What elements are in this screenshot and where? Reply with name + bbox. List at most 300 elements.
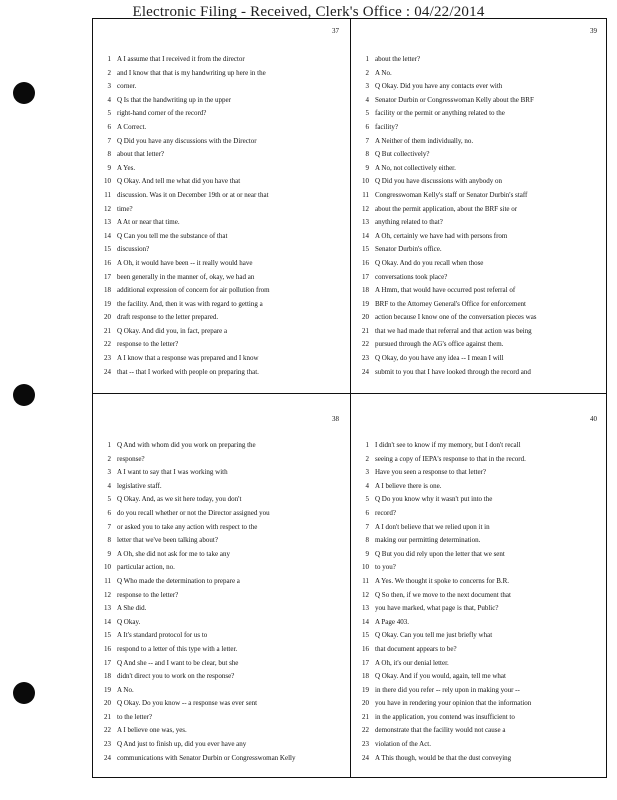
line-text: A At or near that time. [117, 218, 180, 227]
transcript-line [359, 752, 599, 766]
line-number: 10 [362, 563, 369, 572]
page-number: 38 [332, 415, 339, 423]
line-text: or asked you to take any action with respect to the [117, 522, 258, 531]
page-lines [359, 439, 599, 765]
line-text: A I know that a response was prepared and I know [117, 354, 259, 363]
line-number: 13 [362, 604, 369, 613]
transcript-line [101, 284, 341, 298]
line-text: Senator Durbin's office. [375, 245, 442, 254]
line-text: pursued through the AG's office against them. [375, 340, 504, 349]
page-number: 40 [590, 415, 597, 423]
transcript-line [359, 561, 599, 575]
line-text: corner. [117, 82, 137, 91]
transcript-line [101, 643, 341, 657]
transcript-line [359, 325, 599, 339]
transcript-line [101, 243, 341, 257]
line-number: 19 [362, 685, 369, 694]
transcript-line [101, 271, 341, 285]
transcript-line [101, 325, 341, 339]
line-text: Congresswoman Kelly's staff or Senator Durbin's staff [375, 190, 528, 199]
line-text: Have you seen a response to that letter? [375, 468, 486, 477]
line-text: A Yes. [117, 163, 136, 172]
punch-hole [13, 682, 35, 704]
line-number: 2 [107, 454, 111, 463]
line-number: 11 [362, 576, 369, 585]
line-text: Q Okay. And if you would, again, tell me what [375, 672, 506, 681]
line-text: Q Can you tell me the substance of that [117, 231, 228, 240]
transcript-line [101, 670, 341, 684]
line-number: 7 [107, 136, 111, 145]
line-number: 1 [107, 441, 111, 449]
line-number: 11 [362, 190, 369, 199]
line-text: A She did. [117, 604, 147, 613]
transcript-line [101, 216, 341, 230]
line-number: 9 [365, 549, 369, 558]
transcript-line [359, 338, 599, 352]
line-number: 4 [365, 481, 369, 490]
transcript-line [359, 684, 599, 698]
line-number: 8 [365, 536, 369, 545]
line-number: 18 [104, 672, 111, 681]
line-number: 6 [365, 508, 369, 517]
line-text: respond to a letter of this type with a letter. [117, 644, 238, 653]
line-number: 12 [362, 590, 369, 599]
line-number: 9 [107, 549, 111, 558]
transcript-sheet [92, 18, 607, 778]
horizontal-divider [93, 393, 606, 394]
line-number: 20 [362, 699, 369, 708]
line-text: A Page 403. [375, 617, 410, 626]
transcript-line [101, 257, 341, 271]
line-number: 13 [104, 604, 111, 613]
line-number: 17 [104, 272, 111, 281]
line-number: 10 [104, 177, 111, 186]
transcript-line [101, 121, 341, 135]
line-text: A Oh, she did not ask for me to take any [117, 549, 230, 558]
line-text: A Oh, certainly we have had with persons from [375, 231, 508, 240]
line-number: 17 [104, 658, 111, 667]
transcript-line [359, 216, 599, 230]
line-text: I didn't see to know if my memory, but I don't recall [375, 441, 521, 449]
page-lines [101, 439, 341, 765]
line-number: 8 [365, 150, 369, 159]
line-number: 20 [104, 313, 111, 322]
line-number: 23 [104, 354, 111, 363]
line-number: 24 [104, 753, 111, 762]
line-text: Q Okay. [117, 617, 141, 626]
line-number: 14 [104, 231, 111, 240]
line-text: A This though, would be that the dust conveying [375, 753, 512, 762]
line-text: in there did you refer -- rely upon in making your -- [375, 685, 520, 694]
line-number: 14 [362, 231, 369, 240]
line-text: about the letter? [375, 55, 421, 63]
transcript-line [359, 80, 599, 94]
line-text: right-hand corner of the record? [117, 109, 207, 118]
transcript-line [359, 175, 599, 189]
transcript-line [359, 189, 599, 203]
line-text: A I assume that I received it from the director [117, 55, 245, 63]
line-text: Q Okay. And did you, in fact, prepare a [117, 326, 228, 335]
punch-hole [13, 384, 35, 406]
line-text: to the letter? [117, 712, 152, 721]
line-text: discussion? [117, 245, 150, 254]
transcript-line [101, 480, 341, 494]
page-lines [101, 53, 341, 379]
transcript-line [101, 724, 341, 738]
transcript-line [101, 589, 341, 603]
line-number: 21 [362, 326, 369, 335]
line-text: about that letter? [117, 150, 165, 159]
line-number: 16 [362, 644, 369, 653]
line-number: 7 [107, 522, 111, 531]
transcript-line [359, 257, 599, 271]
line-number: 14 [362, 617, 369, 626]
line-number: 16 [362, 258, 369, 267]
line-number: 18 [362, 286, 369, 295]
transcript-line [101, 338, 341, 352]
line-number: 1 [365, 441, 369, 449]
line-text: Q Okay. And do you recall when those [375, 258, 484, 267]
transcript-line [359, 148, 599, 162]
line-number: 6 [365, 122, 369, 131]
transcript-line [359, 67, 599, 81]
line-number: 15 [104, 631, 111, 640]
line-text: been generally in the manner of, okay, we had an [117, 272, 255, 281]
line-text: BRF to the Attorney General's Office for enforcement [375, 299, 527, 308]
transcript-line [359, 162, 599, 176]
line-number: 18 [362, 672, 369, 681]
line-text: the facility. And, then it was with regard to getting a [117, 299, 263, 308]
line-text: draft response to the letter prepared. [117, 313, 219, 322]
line-number: 22 [362, 726, 369, 735]
transcript-line [101, 162, 341, 176]
line-number: 5 [107, 495, 111, 504]
line-text: additional expression of concern for air pollution from [117, 286, 270, 295]
transcript-line [101, 94, 341, 108]
line-text: A It's standard protocol for us to [117, 631, 208, 640]
line-number: 12 [362, 204, 369, 213]
line-number: 6 [107, 122, 111, 131]
filing-stamp-header: Electronic Filing - Received, Clerk's Office : 04/22/2014 [132, 4, 485, 20]
line-number: 17 [362, 272, 369, 281]
line-number: 5 [365, 495, 369, 504]
transcript-line [359, 53, 599, 67]
transcript-line [101, 366, 341, 380]
line-number: 15 [104, 245, 111, 254]
line-number: 2 [365, 68, 369, 77]
line-number: 18 [104, 286, 111, 295]
line-text: Q But collectively? [375, 150, 430, 159]
line-number: 10 [362, 177, 369, 186]
transcript-line [359, 366, 599, 380]
transcript-line [359, 643, 599, 657]
line-text: Q Do you know why it wasn't put into the [375, 495, 493, 504]
line-text: Senator Durbin or Congresswoman Kelly about the BRF [375, 95, 534, 104]
transcript-line [101, 107, 341, 121]
line-text: A I believe there is one. [375, 481, 442, 490]
transcript-line [101, 697, 341, 711]
line-text: about the permit application, about the BRF site or [375, 204, 518, 213]
line-text: Q Did you have discussions with anybody on [375, 177, 502, 186]
line-text: conversations took place? [375, 272, 448, 281]
line-text: time? [117, 204, 133, 213]
line-number: 4 [365, 95, 369, 104]
transcript-line [359, 670, 599, 684]
transcript-line [101, 67, 341, 81]
line-text: A No. [117, 685, 134, 694]
line-number: 23 [362, 740, 369, 749]
transcript-line [101, 453, 341, 467]
page-lines [359, 53, 599, 379]
line-number: 22 [104, 340, 111, 349]
line-number: 21 [362, 712, 369, 721]
line-number: 12 [104, 590, 111, 599]
line-text: response to the letter? [117, 590, 179, 599]
line-text: Q Okay. Do you know -- a response was ever sent [117, 699, 258, 708]
line-text: you have marked, what page is that, Public? [375, 604, 499, 613]
line-text: you have in rendering your opinion that the information [375, 699, 532, 708]
line-text: Q Okay. Can you tell me just briefly what [375, 631, 493, 640]
transcript-line [359, 453, 599, 467]
transcript-line [359, 575, 599, 589]
line-text: that -- that I worked with people on preparing that. [117, 367, 259, 376]
line-number: 4 [107, 481, 111, 490]
transcript-line [101, 575, 341, 589]
line-number: 8 [107, 150, 111, 159]
line-number: 3 [107, 468, 111, 477]
line-number: 5 [365, 109, 369, 118]
transcript-line [359, 548, 599, 562]
transcript-line [101, 203, 341, 217]
line-number: 19 [362, 299, 369, 308]
line-text: record? [375, 508, 396, 517]
line-text: facility? [375, 122, 398, 131]
line-text: A Neither of them individually, no. [375, 136, 474, 145]
line-text: didn't direct you to work on the response? [117, 672, 235, 681]
transcript-line [359, 135, 599, 149]
line-text: to you? [375, 563, 396, 572]
line-text: Q But you did rely upon the letter that we sent [375, 549, 505, 558]
line-text: Q Okay. And, as we sit here today, you don't [117, 495, 242, 504]
transcript-line [101, 711, 341, 725]
line-number: 21 [104, 712, 111, 721]
line-number: 2 [107, 68, 111, 77]
line-number: 24 [362, 367, 369, 376]
line-text: in the application, you contend was insufficient to [375, 712, 515, 721]
line-text: A Yes. We thought it spoke to concerns for B.R. [375, 576, 510, 585]
transcript-line [359, 439, 599, 453]
transcript-line [359, 724, 599, 738]
line-text: response? [117, 454, 145, 463]
line-text: submit to you that I have looked through the record and [375, 367, 531, 376]
line-text: A I want to say that I was working with [117, 468, 228, 477]
line-text: letter that we've been talking about? [117, 536, 218, 545]
line-text: A Oh, it would have been -- it really would have [117, 258, 253, 267]
transcript-line [101, 548, 341, 562]
transcript-line [359, 94, 599, 108]
transcript-line [359, 711, 599, 725]
line-number: 17 [362, 658, 369, 667]
line-text: Q Is that the handwriting up in the upper [117, 95, 231, 104]
transcript-line [359, 107, 599, 121]
transcript-line [359, 589, 599, 603]
page-number: 37 [332, 27, 339, 35]
transcript-line [359, 697, 599, 711]
line-number: 23 [104, 740, 111, 749]
transcript-line [101, 507, 341, 521]
transcript-line [359, 466, 599, 480]
line-text: seeing a copy of IEPA's response to that in the record. [375, 454, 526, 463]
line-number: 7 [365, 522, 369, 531]
line-number: 1 [107, 55, 111, 63]
line-number: 23 [362, 354, 369, 363]
transcript-line [359, 493, 599, 507]
transcript-line [101, 148, 341, 162]
line-text: facility or the permit or anything related to the [375, 109, 505, 118]
line-number: 22 [362, 340, 369, 349]
line-number: 13 [362, 218, 369, 227]
transcript-line [359, 243, 599, 257]
line-text: Q And just to finish up, did you ever have any [117, 740, 247, 749]
transcript-line [359, 521, 599, 535]
transcript-line [359, 602, 599, 616]
transcript-line [359, 534, 599, 548]
transcript-line [101, 752, 341, 766]
line-number: 15 [362, 245, 369, 254]
line-number: 13 [104, 218, 111, 227]
transcript-line [101, 230, 341, 244]
transcript-line [101, 521, 341, 535]
transcript-line [101, 439, 341, 453]
line-text: discussion. Was it on December 19th or at or near that [117, 190, 269, 199]
transcript-line [101, 616, 341, 630]
line-text: demonstrate that the facility would not cause a [375, 726, 506, 735]
line-number: 11 [104, 576, 111, 585]
transcript-line [101, 135, 341, 149]
transcript-line [101, 561, 341, 575]
line-text: making our permitting determination. [375, 536, 481, 545]
line-text: A I believe one was, yes. [117, 726, 187, 735]
transcript-line [101, 684, 341, 698]
line-number: 1 [365, 55, 369, 63]
line-number: 20 [104, 699, 111, 708]
line-number: 3 [365, 82, 369, 91]
line-number: 3 [107, 82, 111, 91]
transcript-line [101, 175, 341, 189]
line-number: 15 [362, 631, 369, 640]
line-number: 4 [107, 95, 111, 104]
line-number: 5 [107, 109, 111, 118]
transcript-line [101, 352, 341, 366]
transcript-line [101, 602, 341, 616]
line-text: Q Who made the determination to prepare a [117, 576, 240, 585]
transcript-line [101, 466, 341, 480]
transcript-line [359, 352, 599, 366]
line-number: 7 [365, 136, 369, 145]
line-number: 2 [365, 454, 369, 463]
transcript-line [359, 298, 599, 312]
transcript-line [359, 507, 599, 521]
transcript-line [359, 121, 599, 135]
line-number: 16 [104, 258, 111, 267]
line-text: that we had made that referral and that action was being [375, 326, 532, 335]
line-text: A Correct. [117, 122, 147, 131]
transcript-line [359, 657, 599, 671]
line-number: 22 [104, 726, 111, 735]
punch-hole [13, 82, 35, 104]
transcript-line [359, 738, 599, 752]
line-text: A Oh, it's our denial letter. [375, 658, 449, 667]
line-text: legislative staff. [117, 481, 162, 490]
line-number: 24 [104, 367, 111, 376]
line-text: Q Okay, do you have any idea -- I mean I will [375, 354, 504, 363]
line-text: anything related to that? [375, 218, 443, 227]
transcript-line [101, 657, 341, 671]
page-number: 39 [590, 27, 597, 35]
line-text: Q Did you have any discussions with the Director [117, 136, 257, 145]
transcript-line [101, 189, 341, 203]
line-text: violation of the Act. [375, 740, 431, 749]
transcript-line [101, 493, 341, 507]
line-text: do you recall whether or not the Director assigned you [117, 508, 270, 517]
line-text: communications with Senator Durbin or Congresswoman Kelly [117, 753, 296, 762]
transcript-line [101, 298, 341, 312]
line-number: 21 [104, 326, 111, 335]
transcript-line [359, 480, 599, 494]
line-number: 10 [104, 563, 111, 572]
transcript-line [359, 616, 599, 630]
line-number: 24 [362, 753, 369, 762]
line-text: Q And with whom did you work on preparing the [117, 441, 256, 449]
line-text: Q Okay. Did you have any contacts ever with [375, 82, 503, 91]
line-text: A No. [375, 68, 392, 77]
transcript-line [101, 311, 341, 325]
line-text: action because I know one of the conversation pieces was [375, 313, 537, 322]
line-number: 19 [104, 685, 111, 694]
line-number: 16 [104, 644, 111, 653]
vertical-divider [350, 19, 351, 777]
line-number: 12 [104, 204, 111, 213]
line-number: 6 [107, 508, 111, 517]
transcript-line [359, 271, 599, 285]
line-number: 3 [365, 468, 369, 477]
line-text: Q And she -- and I want to be clear, but she [117, 658, 239, 667]
line-text: and I know that that is my handwriting up here in the [117, 68, 266, 77]
line-number: 14 [104, 617, 111, 626]
line-text: Q So then, if we move to the next document that [375, 590, 511, 599]
line-text: that document appears to be? [375, 644, 457, 653]
transcript-line [101, 53, 341, 67]
transcript-line [359, 284, 599, 298]
transcript-line [101, 738, 341, 752]
transcript-line [359, 629, 599, 643]
line-number: 11 [104, 190, 111, 199]
line-text: A No, not collectively either. [375, 163, 456, 172]
line-number: 20 [362, 313, 369, 322]
line-text: A Hmm, that would have occurred post referral of [375, 286, 516, 295]
transcript-line [101, 629, 341, 643]
line-text: particular action, no. [117, 563, 175, 572]
transcript-line [101, 80, 341, 94]
line-number: 9 [107, 163, 111, 172]
line-text: Q Okay. And tell me what did you have that [117, 177, 241, 186]
line-number: 19 [104, 299, 111, 308]
line-number: 8 [107, 536, 111, 545]
line-text: response to the letter? [117, 340, 179, 349]
transcript-line [359, 203, 599, 217]
line-text: A I don't believe that we relied upon it in [375, 522, 490, 531]
transcript-line [359, 311, 599, 325]
